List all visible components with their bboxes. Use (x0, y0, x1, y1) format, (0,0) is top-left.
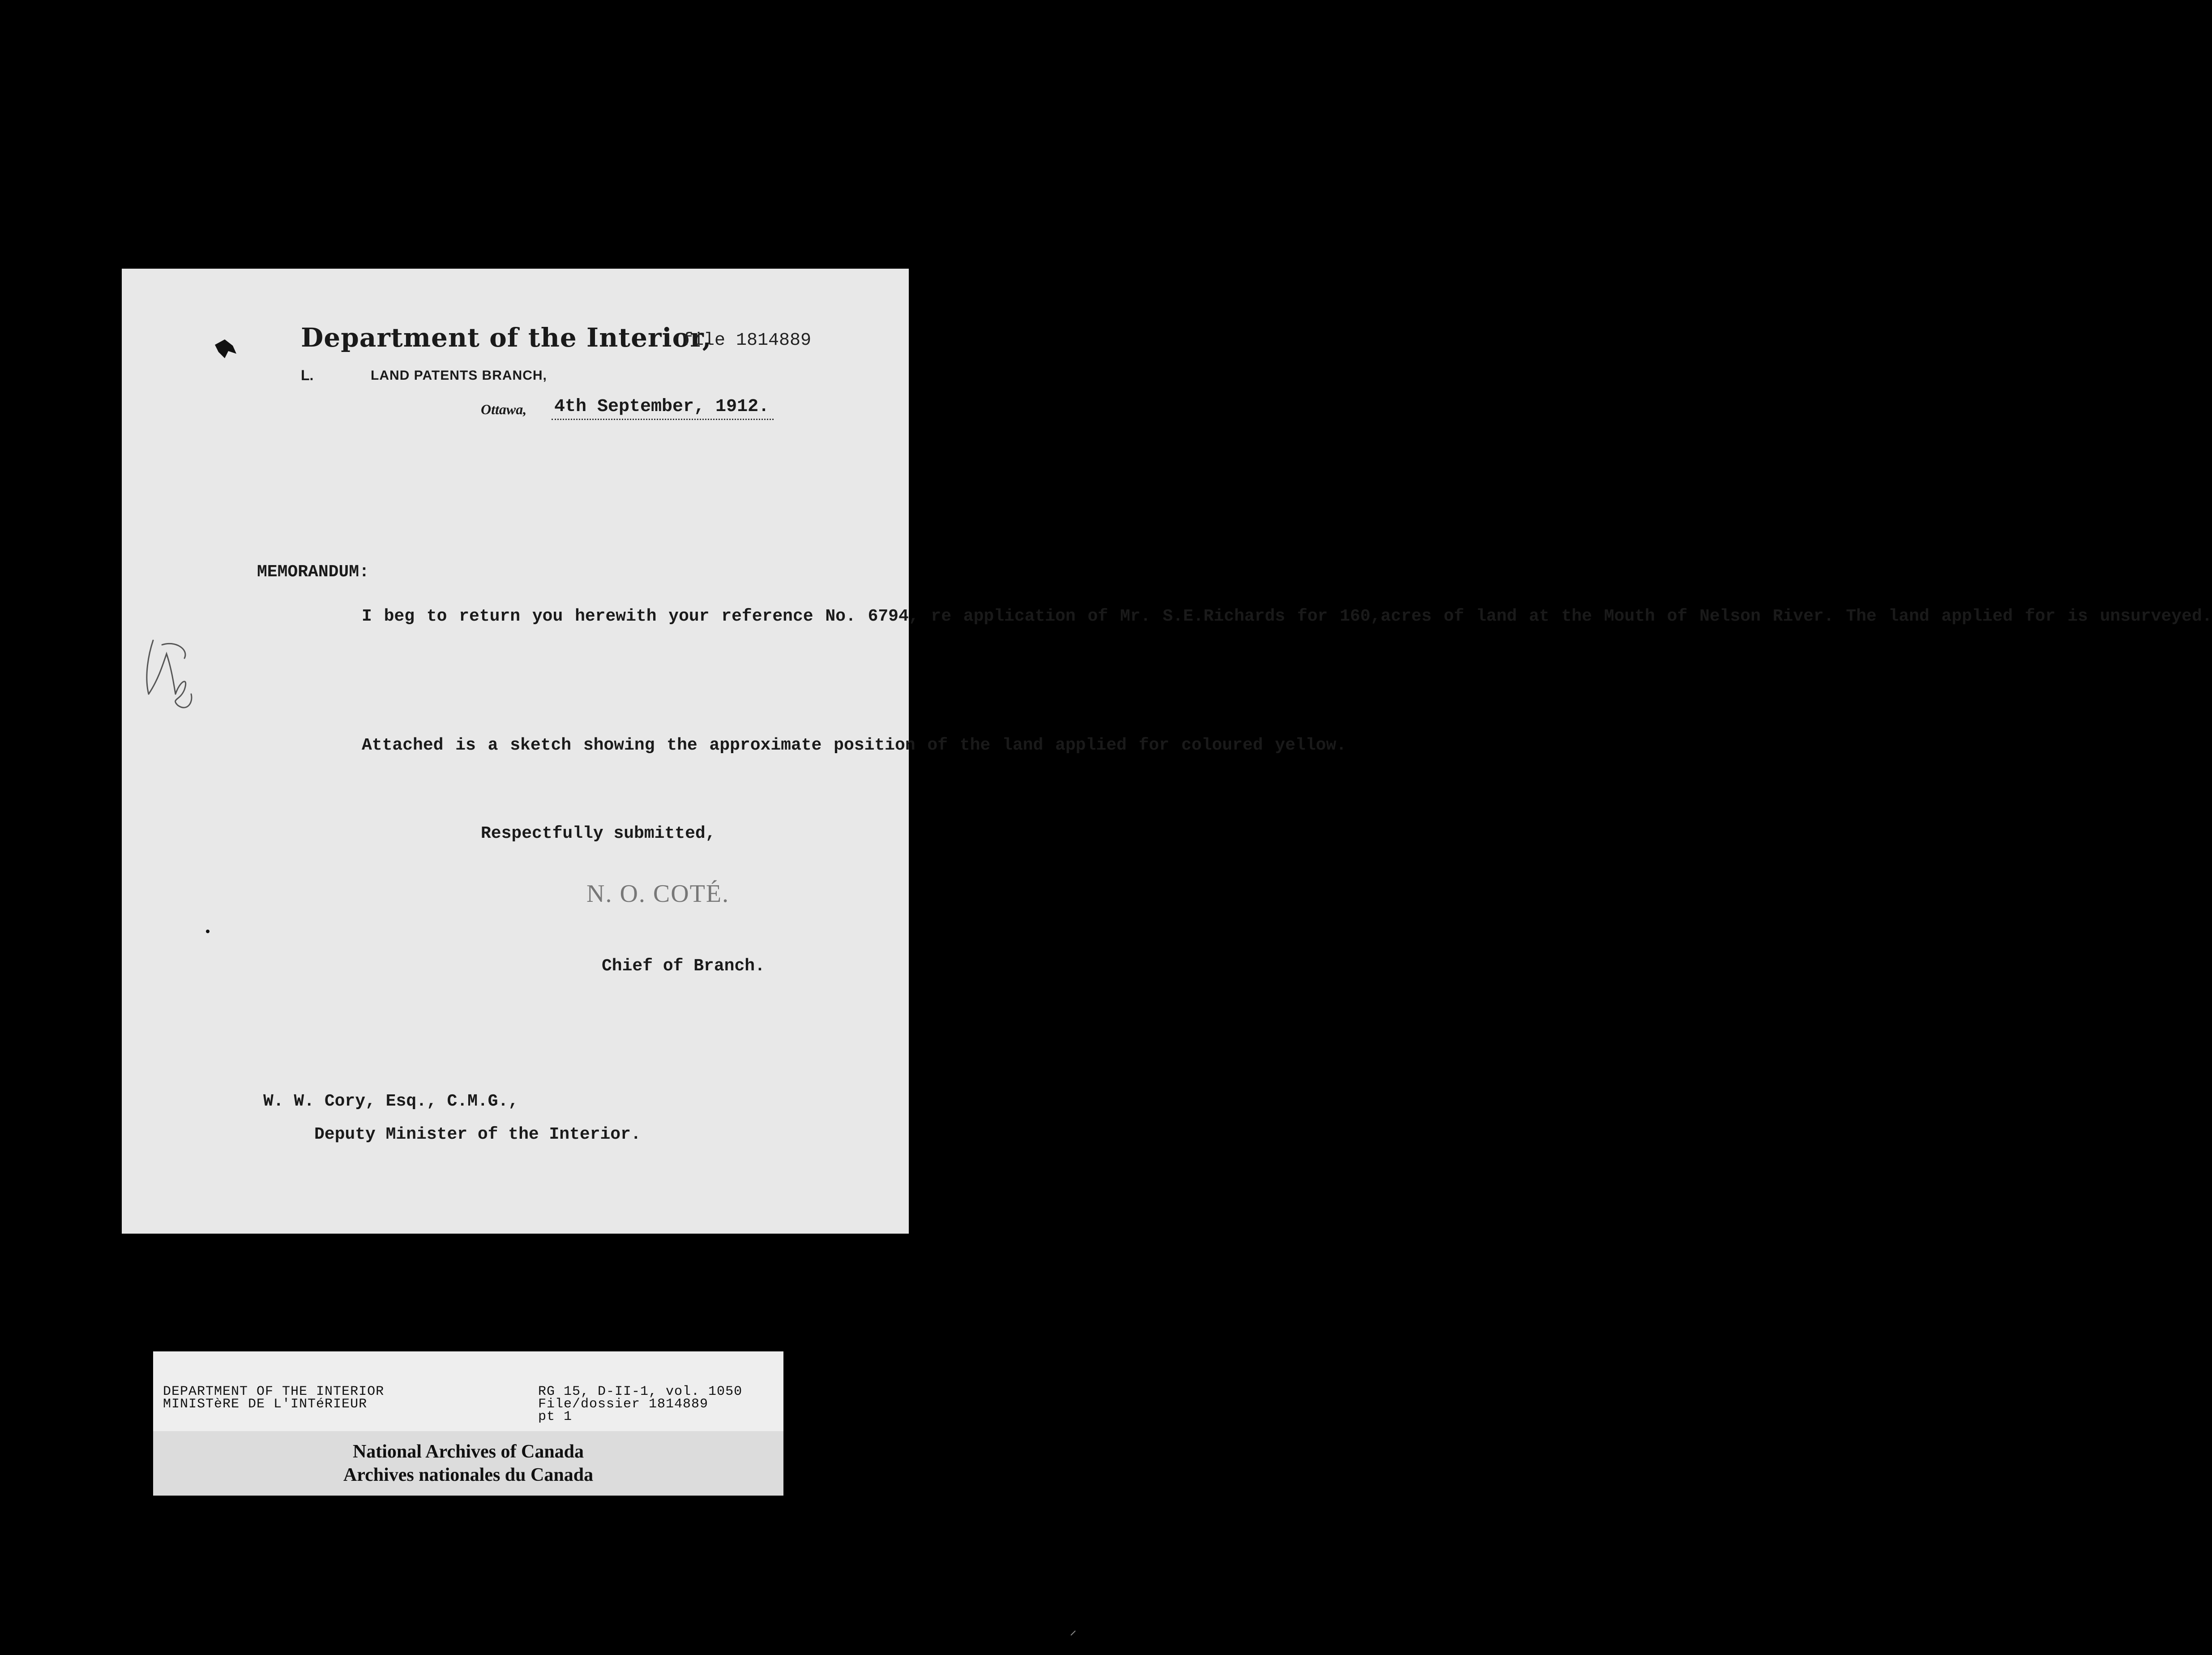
institution-name-en: National Archives of Canada (352, 1441, 584, 1462)
memo-heading: MEMORANDUM: (257, 562, 369, 582)
closing-line: Respectfully submitted, (481, 824, 716, 843)
ink-blot-mark (211, 336, 238, 363)
label-department-fr: MINISTèRE DE L'INTéRIEUR (163, 1397, 368, 1412)
memo-sheet (122, 269, 2212, 1234)
handwritten-initials-signature (135, 627, 202, 716)
archive-reference-label (153, 1351, 783, 1432)
place-label: Ottawa, (481, 401, 527, 417)
branch-code: L. (301, 367, 314, 383)
label-part: pt 1 (538, 1409, 573, 1424)
branch-name: LAND PATENTS BRANCH, (371, 368, 547, 383)
signature-stamp: N. O. COTÉ. (586, 880, 730, 908)
memo-date: 4th September, 1912. (552, 397, 774, 420)
paper-speck (206, 930, 210, 933)
corner-tick-mark (1070, 1630, 1076, 1636)
recipient-name: W. W. Cory, Esq., C.M.G., (263, 1092, 519, 1111)
archive-institution-banner (153, 1431, 783, 1496)
label-file-number: File/dossier 1814889 (538, 1397, 709, 1412)
institution-name-fr: Archives nationales du Canada (343, 1465, 594, 1485)
label-department-en: DEPARTMENT OF THE INTERIOR (163, 1384, 385, 1399)
memo-paragraph-1: I beg to return you herewith your reference No. 6794, re application of Mr. S.E.Richards for 160,acres of land at the Mouth of Nelson River. The land applied for is unsurveyed. (362, 607, 2212, 626)
file-number: file 1814889 (682, 330, 812, 351)
department-heading: Department of the Interior, (301, 322, 712, 353)
memo-paragraph-2: Attached is a sketch showing the approximate position of the land applied for coloured yellow. (362, 736, 1347, 755)
recipient-title: Deputy Minister of the Interior. (314, 1125, 641, 1144)
label-record-group: RG 15, D-II-1, vol. 1050 (538, 1384, 743, 1399)
signatory-title: Chief of Branch. (602, 956, 765, 976)
